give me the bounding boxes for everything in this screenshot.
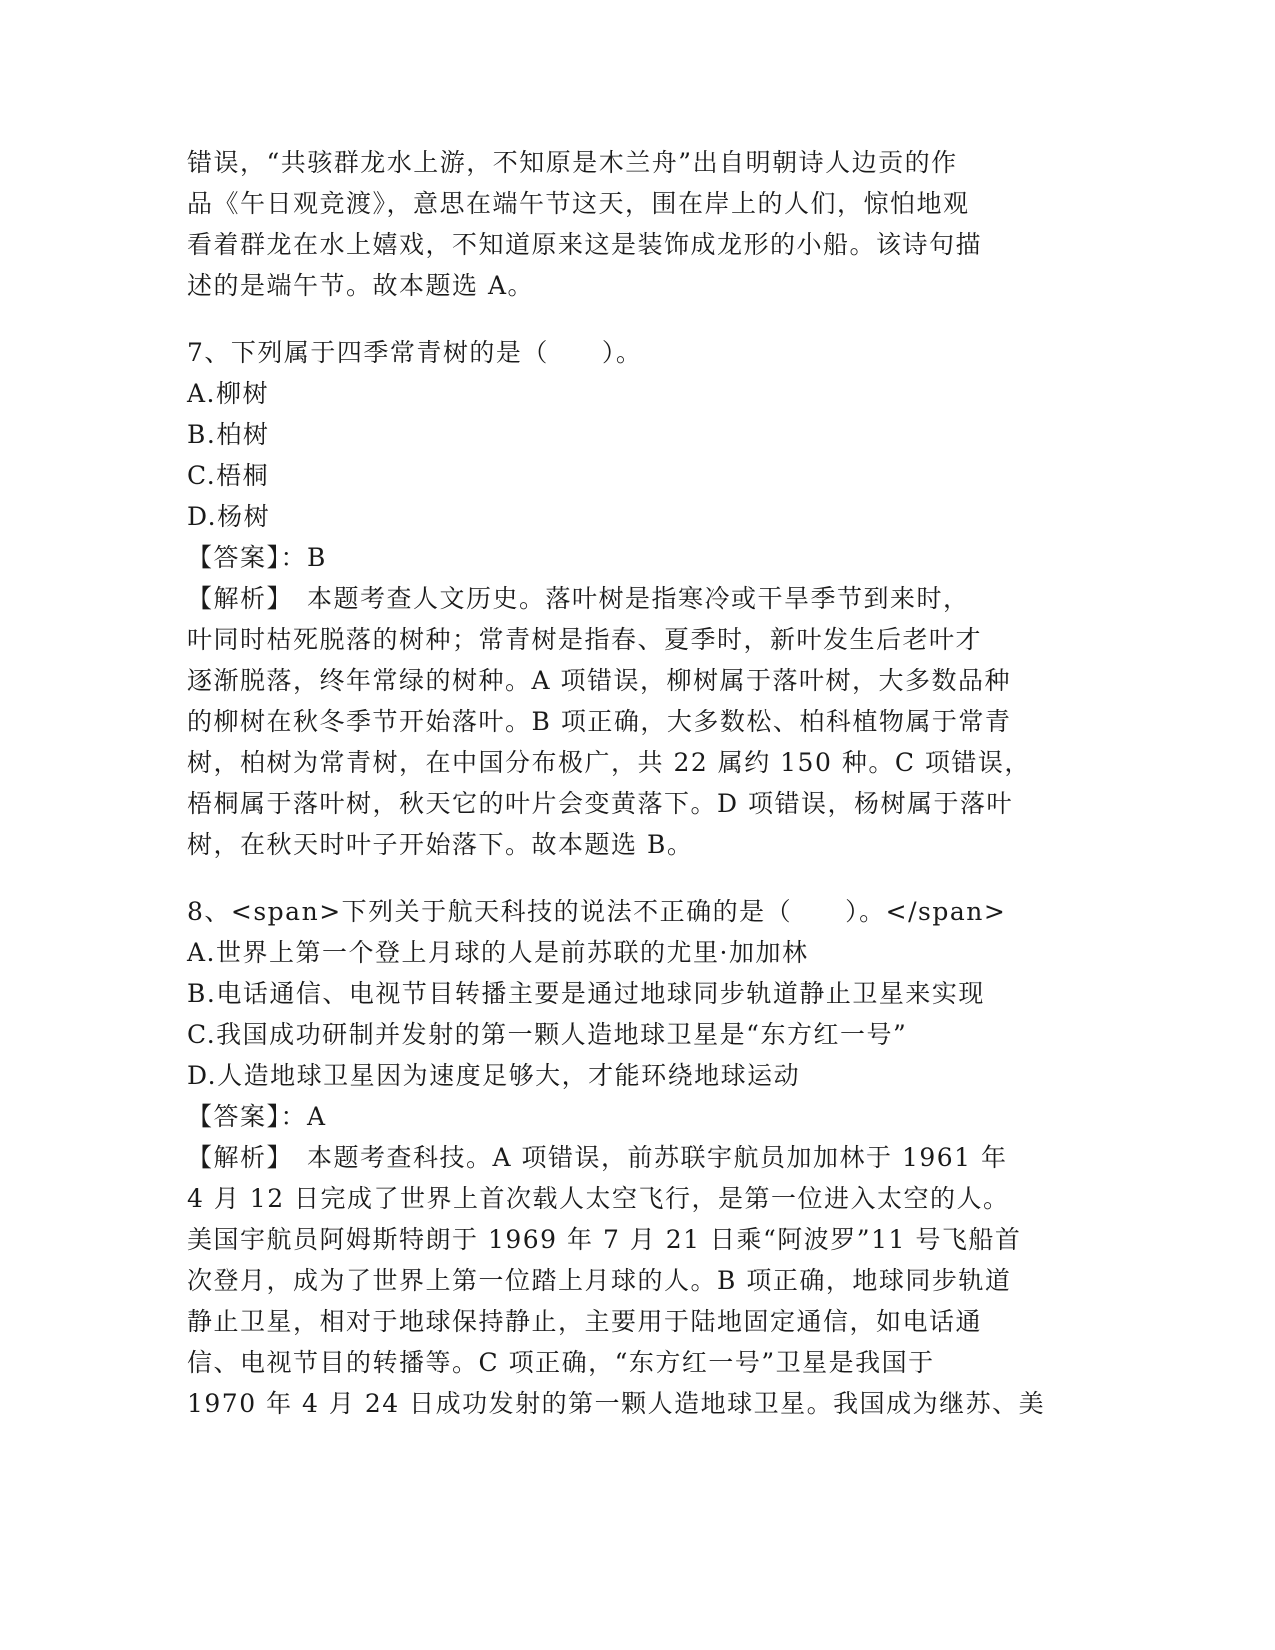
question-8-explanation-line: 美国宇航员阿姆斯特朗于 1969 年 7 月 21 日乘“阿波罗”11 号飞船首 [187,1225,1022,1254]
prev-explanation-line: 错误，“共骇群龙水上游，不知原是木兰舟”出自明朝诗人边贡的作 [187,148,958,177]
question-7-text: 7、下列属于四季常青树的是（ ）。 [187,338,643,367]
question-7-option-b: B.柏树 [187,420,270,449]
question-7-option-c: C.梧桐 [187,461,270,490]
question-7-explanation-line: 【解析】 本题考查人文历史。落叶树是指寒冷或干旱季节到来时， [187,584,970,613]
prev-explanation-line: 述的是端午节。故本题选 A。 [187,271,535,300]
question-8-text: 8、<span>下列关于航天科技的说法不正确的是（ ）。</span> [187,897,1007,926]
question-7-answer: 【答案】：B [187,543,327,572]
question-8-option-d: D.人造地球卫星因为速度足够大，才能环绕地球运动 [187,1061,801,1090]
prev-explanation-line: 品《午日观竞渡》，意思在端午节这天，围在岸上的人们，惊怕地观 [187,189,970,218]
question-8-explanation-line: 1970 年 4 月 24 日成功发射的第一颗人造地球卫星。我国成为继苏、美 [187,1389,1046,1418]
question-7-explanation-line: 的柳树在秋冬季节开始落叶。B 项正确，大多数松、柏科植物属于常青 [187,707,1012,736]
question-7-explanation-line: 梧桐属于落叶树，秋天它的叶片会变黄落下。D 项错误，杨树属于落叶 [187,789,1013,818]
question-7-explanation-line: 树，柏树为常青树，在中国分布极广，共 22 属约 150 种。C 项错误， [187,748,1031,777]
question-8-explanation-line: 次登月，成为了世界上第一位踏上月球的人。B 项正确，地球同步轨道 [187,1266,1012,1295]
question-8-option-c: C.我国成功研制并发射的第一颗人造地球卫星是“东方红一号” [187,1020,908,1049]
question-8-explanation-line: 静止卫星，相对于地球保持静止，主要用于陆地固定通信，如电话通 [187,1307,983,1336]
question-7-explanation-line: 叶同时枯死脱落的树种；常青树是指春、夏季时，新叶发生后老叶才 [187,625,983,654]
question-8-option-a: A.世界上第一个登上月球的人是前苏联的尤里·加加林 [187,938,809,967]
question-8-answer: 【答案】：A [187,1102,327,1131]
prev-explanation-line: 看着群龙在水上嬉戏，不知道原来这是装饰成龙形的小船。该诗句描 [187,230,983,259]
question-7-option-d: D.杨树 [187,502,271,531]
question-7-option-a: A.柳树 [187,379,270,408]
question-8-explanation-line: 【解析】 本题考查科技。A 项错误，前苏联宇航员加加林于 1961 年 [187,1143,1008,1172]
question-7-explanation-line: 树，在秋天时叶子开始落下。故本题选 B。 [187,830,694,859]
question-8-option-b: B.电话通信、电视节目转播主要是通过地球同步轨道静止卫星来实现 [187,979,985,1008]
question-7-explanation-line: 逐渐脱落，终年常绿的树种。A 项错误，柳树属于落叶树，大多数品种 [187,666,1012,695]
question-8-explanation-line: 4 月 12 日完成了世界上首次载人太空飞行，是第一位进入太空的人。 [187,1184,1010,1213]
question-8-explanation-line: 信、电视节目的转播等。C 项正确，“东方红一号”卫星是我国于 [187,1348,935,1377]
